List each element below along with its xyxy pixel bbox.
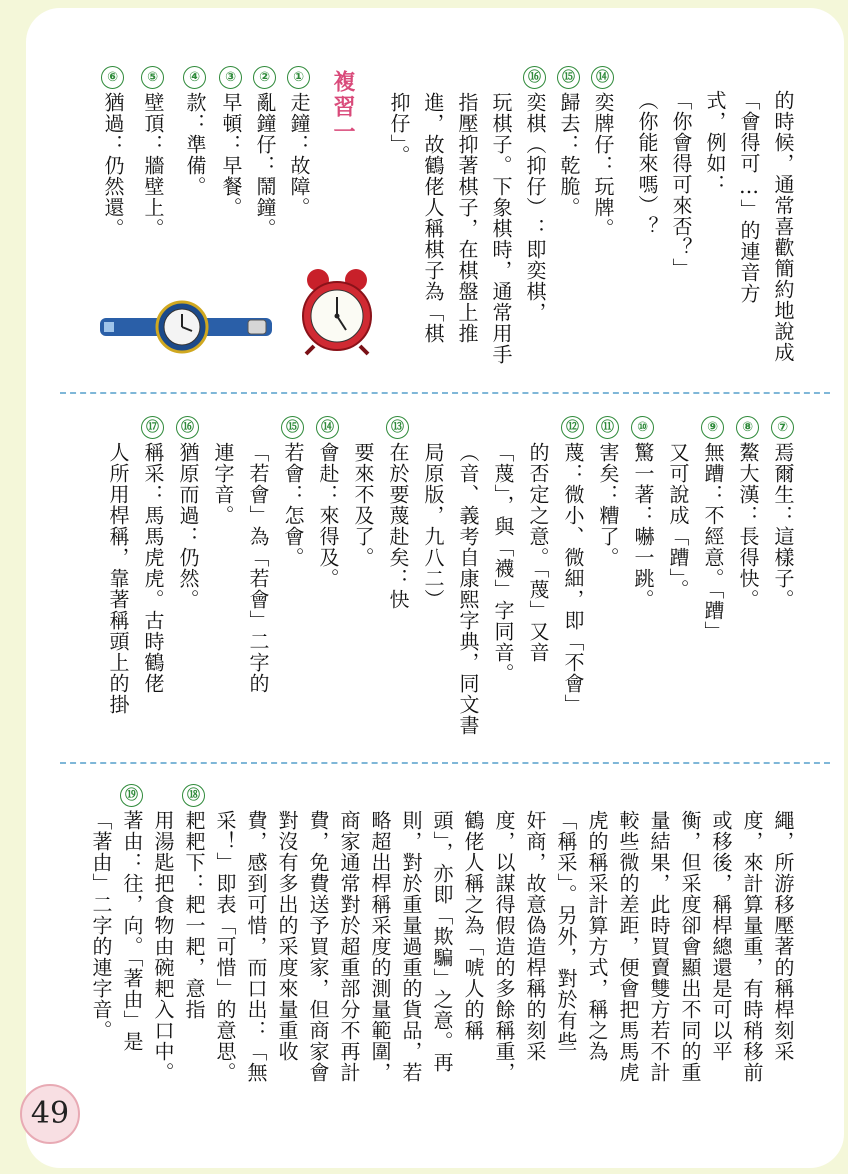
- intro-line: 「會得可…」的連音方: [737, 90, 761, 304]
- item-number-badge: ⑪: [596, 416, 619, 439]
- review-heading: 複習一: [330, 70, 356, 145]
- text-column: 鶴佬人稱之為「唬人的稱: [461, 810, 485, 1041]
- item-number-badge: ⑭: [591, 66, 614, 89]
- text-column: 繩，所游移壓著的稱桿刻采: [771, 810, 795, 1062]
- item-number-badge: ⑮: [557, 66, 580, 89]
- item-number-badge: ⑮: [281, 416, 304, 439]
- text-column: 抑仔」。: [387, 92, 411, 166]
- text-column: 又可說成「蹧」。: [666, 442, 690, 600]
- text-column: 要來不及了。: [351, 442, 375, 568]
- item-number-badge: ⑧: [736, 416, 759, 439]
- text-column: 「若會」為「若會」二字的: [246, 442, 270, 694]
- item-number-badge: ⑦: [771, 416, 794, 439]
- text-column: 焉爾生：這樣子。: [771, 442, 795, 610]
- text-column: 奸商，故意偽造桿稱的刻采: [523, 810, 547, 1062]
- text-column: 度，來計算量重，有時稍移前: [740, 810, 764, 1083]
- item-number-badge: ⑭: [316, 416, 339, 439]
- item-number-badge: ⑤: [141, 66, 164, 89]
- text-column: 蔑：微小、微細，即「不會」: [561, 442, 585, 715]
- item-number-badge: ④: [183, 66, 206, 89]
- text-column: 用湯匙把食物由碗耙入口中。: [151, 810, 175, 1083]
- text-column: 早頓：早餐。: [219, 92, 243, 218]
- text-column: 「稱采」。另外，對於有些: [554, 810, 578, 1052]
- item-number-badge: ③: [219, 66, 242, 89]
- text-column: 猶原而過：仍然。: [176, 442, 200, 610]
- text-column: 頭」，亦即「欺騙」之意。再: [430, 810, 454, 1073]
- text-column: 鰲大漢：長得快。: [736, 442, 760, 610]
- text-column: 耙耙下：耙一耙，意指: [182, 810, 206, 1020]
- text-column: 費，感到可惜，而口出：「無: [244, 810, 268, 1083]
- text-column: 著由：往，向。「著由」是: [120, 810, 144, 1052]
- text-column: 奕牌仔：玩牌。: [591, 92, 615, 239]
- text-column: 猶過：仍然還。: [101, 92, 125, 239]
- section-separator-2: [60, 762, 830, 764]
- page-number: 49: [20, 1084, 80, 1144]
- alarm-clock-icon: [296, 266, 378, 356]
- text-column: 的否定之意。「蔑」又音: [526, 442, 550, 663]
- text-column: 「著由」二字的連字音。: [89, 810, 113, 1041]
- item-number-badge: ⑬: [386, 416, 409, 439]
- item-number-badge: ⑫: [561, 416, 584, 439]
- section-separator-1: [60, 392, 830, 394]
- text-column: 在於要蔑赴矣：快: [386, 442, 410, 610]
- item-number-badge: ⑰: [141, 416, 164, 439]
- item-number-badge: ⑱: [182, 784, 205, 807]
- text-column: （音、義考自康熙字典，同文書: [456, 442, 480, 736]
- text-column: 度，以謀得假造的多餘稱重，: [492, 810, 516, 1083]
- item-number-badge: ⑨: [701, 416, 724, 439]
- text-column: 局原版，九八二）: [421, 442, 445, 610]
- text-column: 或移後，稱桿總還是可以平: [709, 810, 733, 1062]
- text-column: 虎的稱采計算方式，稱之為: [585, 810, 609, 1062]
- text-column: 進，故鶴佬人稱棋子為「棋: [421, 92, 445, 344]
- intro-line: 的時候，通常喜歡簡約地說成: [771, 90, 795, 363]
- text-column: 奕棋（抑仔）：即奕棋，: [523, 92, 547, 323]
- text-column: 「蔑」，與「襪」字同音。: [491, 442, 515, 684]
- text-column: 亂鐘仔：鬧鐘。: [253, 92, 277, 239]
- text-column: 會赴：來得及。: [316, 442, 340, 589]
- text-column: 歸去：乾脆。: [557, 92, 581, 218]
- text-column: 驚一著：嚇一跳。: [631, 442, 655, 610]
- text-column: 玩棋子。下象棋時，通常用手: [489, 92, 513, 365]
- text-column: 商家通常對於超重部分不再計: [337, 810, 361, 1083]
- intro-line: 式，例如：: [703, 90, 727, 195]
- item-number-badge: ⑩: [631, 416, 654, 439]
- text-column: 衡，但采度卻會顯出不同的重: [678, 810, 702, 1083]
- text-column: 稱采：馬馬虎虎。古時鶴佬: [141, 442, 165, 694]
- text-column: 費，免費送予買家，但商家會: [306, 810, 330, 1083]
- intro-line: 「你會得可來否？」: [669, 90, 693, 279]
- text-column: 連字音。: [211, 442, 235, 526]
- text-column: 較些微的差距，便會把馬馬虎: [616, 810, 640, 1083]
- intro-line: （你能來嗎）？: [635, 90, 659, 237]
- text-column: 壁頂：牆壁上。: [141, 92, 165, 239]
- item-number-badge: ⑯: [176, 416, 199, 439]
- item-number-badge: ⑯: [523, 66, 546, 89]
- item-number-badge: ⑥: [101, 66, 124, 89]
- item-number-badge: ⑲: [120, 784, 143, 807]
- wristwatch-icon: [100, 298, 272, 358]
- text-column: 走鐘：故障。: [287, 92, 311, 218]
- text-column: 指壓抑著棋子，在棋盤上推: [455, 92, 479, 344]
- text-column: 人所用桿稱，靠著稱頭上的掛: [106, 442, 130, 715]
- text-column: 害矣：糟了。: [596, 442, 620, 568]
- text-column: 略超出桿稱采度的測量範圍，: [368, 810, 392, 1083]
- text-column: 無蹧：不經意。「蹧」: [701, 442, 725, 642]
- text-column: 若會：怎會。: [281, 442, 305, 568]
- text-column: 量結果，此時買賣雙方若不計: [647, 810, 671, 1083]
- text-column: 對沒有多出的采度來量重收: [275, 810, 299, 1062]
- text-column: 款：準備。: [183, 92, 207, 197]
- item-number-badge: ①: [287, 66, 310, 89]
- text-column: 則，對於重量過重的貨品，若: [399, 810, 423, 1083]
- item-number-badge: ②: [253, 66, 276, 89]
- text-column: 采！」即表「可惜」的意思。: [213, 810, 237, 1083]
